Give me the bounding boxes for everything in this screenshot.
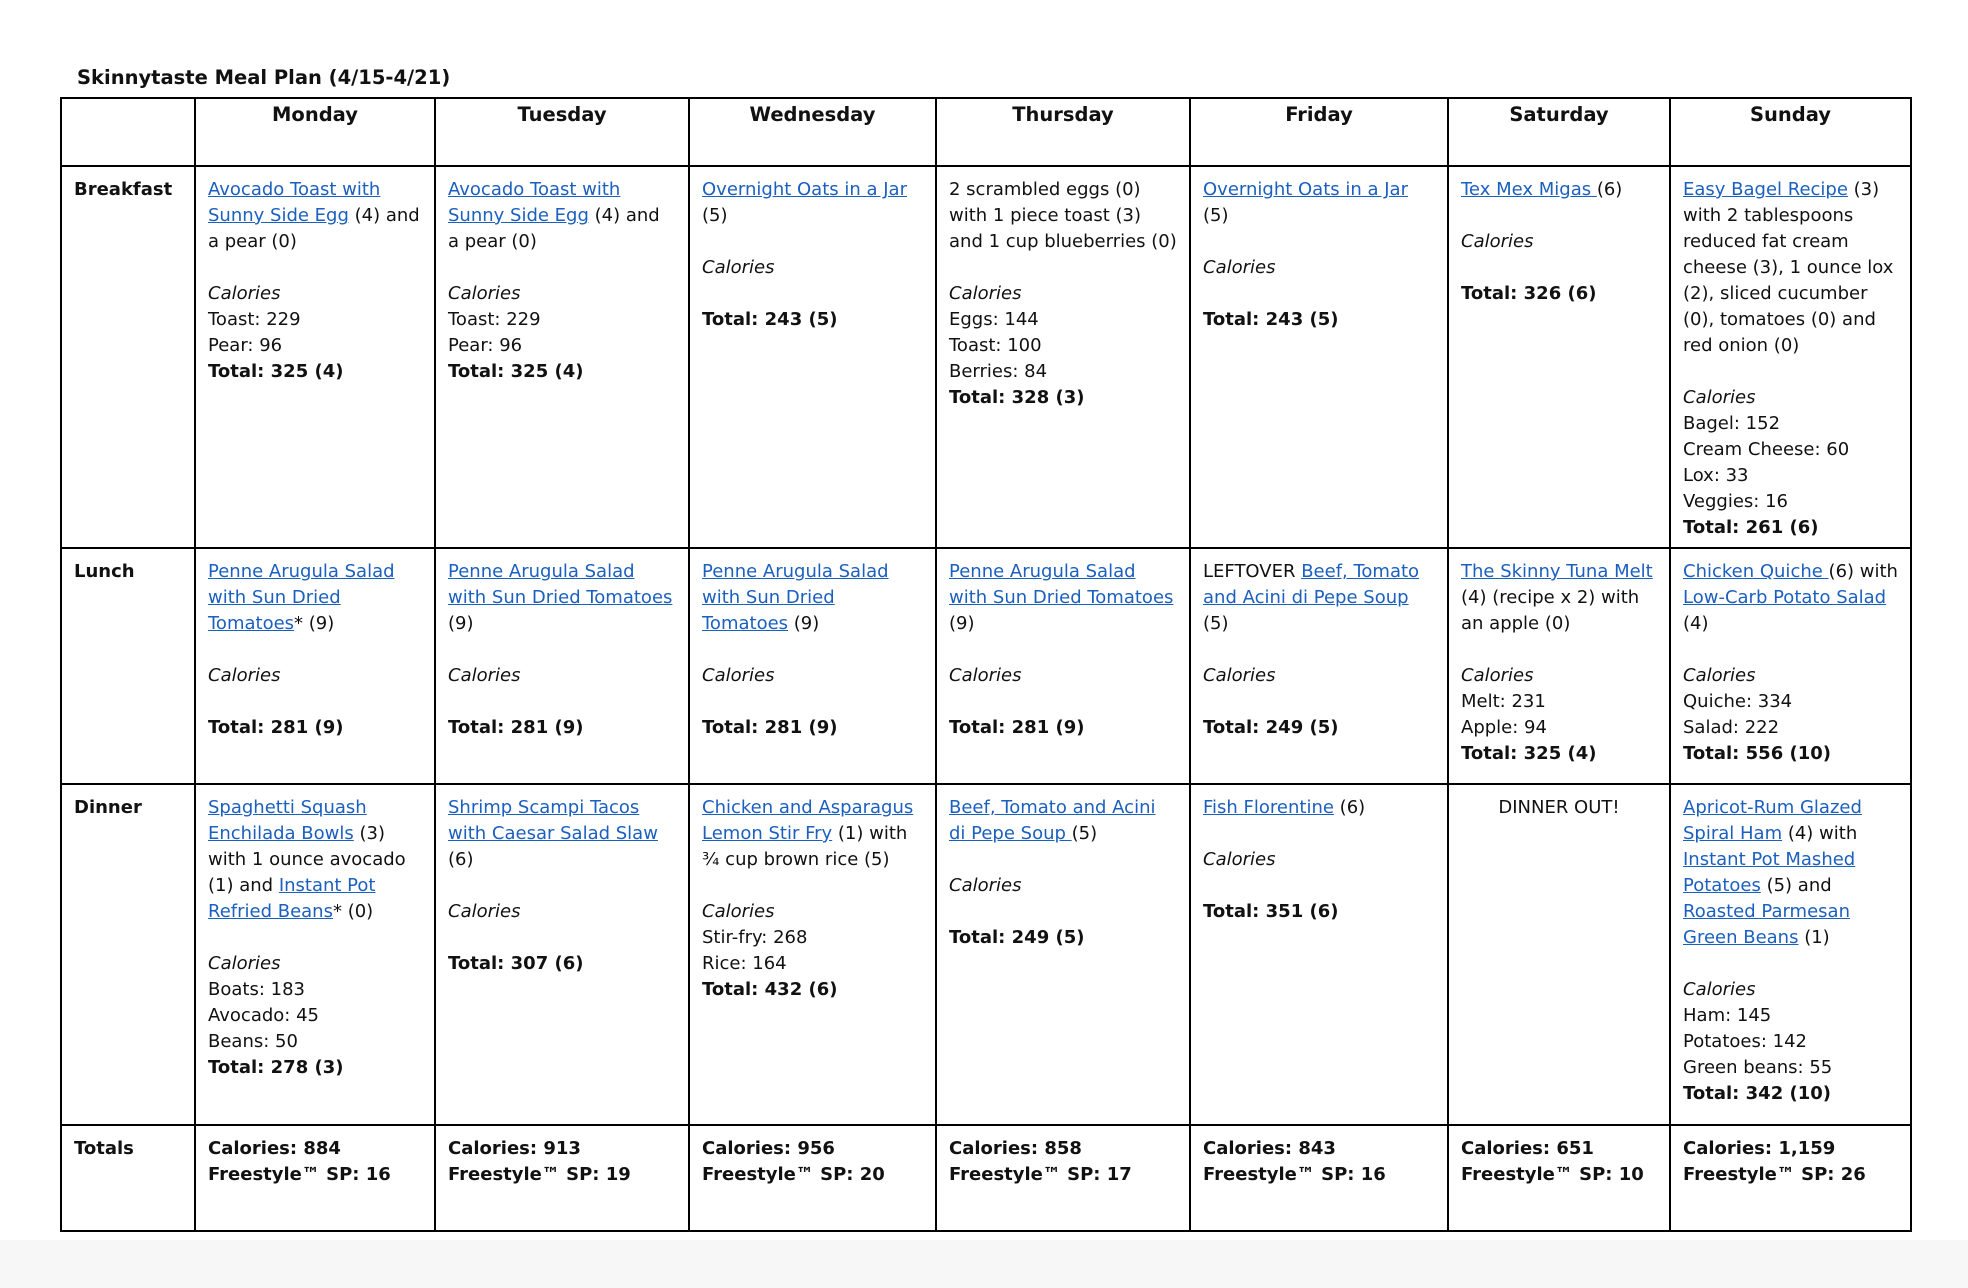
dinner-monday-cell	[195, 784, 435, 1125]
calorie-line: Toast: 100	[949, 335, 1042, 356]
meal-total: Total: 281 (9)	[448, 717, 584, 738]
bottom-strip	[0, 1240, 1968, 1288]
meal-description: (5)	[1203, 613, 1229, 634]
daily-smartpoints: Freestyle™ SP: 10	[1461, 1164, 1644, 1185]
day-header-sunday: Sunday	[1670, 98, 1911, 166]
daily-calories: Calories: 1,159	[1683, 1138, 1836, 1159]
recipe-link[interactable]: Penne Arugula Salad with Sun Dried Tomatoes	[702, 561, 889, 634]
lunch-tuesday-cell	[435, 548, 689, 784]
calorie-line: Boats: 183	[208, 979, 305, 1000]
calories-label: Calories	[949, 875, 1022, 896]
calories-label: Calories	[702, 257, 775, 278]
meal-description: (5)	[1071, 823, 1098, 844]
leftover-prefix: LEFTOVER	[1203, 561, 1302, 582]
recipe-link[interactable]: Overnight Oats in a Jar	[1203, 179, 1408, 200]
meal-description: 2 scrambled eggs (0) with 1 piece toast (3) and 1 cup blueberries (0)	[949, 179, 1177, 252]
calories-label: Calories	[1683, 979, 1756, 1000]
dinner-saturday-cell	[1448, 784, 1670, 1125]
recipe-link[interactable]: Beef, Tomato and Acini di Pepe Soup	[949, 797, 1156, 844]
meal-description: (9)	[788, 613, 820, 634]
recipe-link[interactable]: The Skinny Tuna Melt	[1461, 561, 1653, 582]
calories-label: Calories	[949, 665, 1022, 686]
recipe-link[interactable]: Instant Pot Mashed Potatoes	[1683, 849, 1856, 896]
day-header-saturday: Saturday	[1448, 98, 1670, 166]
meal-total: Total: 325 (4)	[1461, 743, 1597, 764]
totals-thursday-cell	[936, 1125, 1190, 1231]
recipe-link[interactable]: Overnight Oats in a Jar	[702, 179, 907, 200]
calorie-line: Cream Cheese: 60	[1683, 439, 1850, 460]
meal-total: Total: 281 (9)	[702, 717, 838, 738]
calories-label: Calories	[949, 283, 1022, 304]
meal-plan-table	[60, 97, 1912, 1232]
breakfast-monday-cell	[195, 166, 435, 548]
meal-description: (3) with 1 ounce avocado (1) and	[208, 823, 406, 896]
meal-description: (5)	[1203, 205, 1229, 226]
meal-description: (1) with ¾ cup brown rice (5)	[702, 823, 908, 870]
recipe-link[interactable]: Chicken and Asparagus Lemon Stir Fry	[702, 797, 914, 844]
daily-smartpoints: Freestyle™ SP: 16	[1203, 1164, 1386, 1185]
meal-description: (6) with	[1828, 561, 1898, 582]
totals-wednesday-cell	[689, 1125, 936, 1231]
day-header-friday: Friday	[1190, 98, 1448, 166]
lunch-friday-cell	[1190, 548, 1448, 784]
calorie-line: Salad: 222	[1683, 717, 1780, 738]
meal-total: Total: 249 (5)	[949, 927, 1085, 948]
meal-description: (9)	[448, 613, 474, 634]
meal-description: (6)	[1333, 797, 1366, 818]
meal-total: Total: 281 (9)	[949, 717, 1085, 738]
calorie-line: Lox: 33	[1683, 465, 1749, 486]
calories-label: Calories	[1203, 665, 1276, 686]
calories-label: Calories	[1683, 665, 1756, 686]
day-header-monday: Monday	[195, 98, 435, 166]
calories-label: Calories	[1461, 665, 1534, 686]
lunch-thursday-cell	[936, 548, 1190, 784]
calorie-line: Pear: 96	[448, 335, 523, 356]
calorie-line: Green beans: 55	[1683, 1057, 1833, 1078]
totals-monday-cell	[195, 1125, 435, 1231]
calorie-line: Melt: 231	[1461, 691, 1546, 712]
day-header-thursday: Thursday	[936, 98, 1190, 166]
meal-description: (5) and	[1760, 875, 1832, 896]
meal-total: Total: 326 (6)	[1461, 283, 1597, 304]
recipe-link[interactable]: Fish Florentine	[1203, 797, 1334, 818]
recipe-link[interactable]: Easy Bagel Recipe	[1683, 179, 1848, 200]
meal-description: (4) and a pear (0)	[208, 205, 420, 252]
dinner-tuesday-cell	[435, 784, 689, 1125]
meal-description: (6)	[1596, 179, 1623, 200]
meal-total: Total: 328 (3)	[949, 387, 1085, 408]
calorie-line: Potatoes: 142	[1683, 1031, 1807, 1052]
row-label-totals: Totals	[61, 1125, 195, 1231]
meal-description: (4) with	[1782, 823, 1858, 844]
calories-label: Calories	[208, 283, 281, 304]
recipe-link[interactable]: Penne Arugula Salad with Sun Dried Tomatoes	[949, 561, 1174, 608]
breakfast-saturday-cell	[1448, 166, 1670, 548]
calories-label: Calories	[208, 665, 281, 686]
meal-total: Total: 261 (6)	[1683, 517, 1819, 538]
recipe-link[interactable]: Low-Carb Potato Salad	[1683, 587, 1887, 608]
calories-label: Calories	[702, 665, 775, 686]
daily-calories: Calories: 843	[1203, 1138, 1336, 1159]
meal-description: * (9)	[294, 613, 335, 634]
calorie-line: Ham: 145	[1683, 1005, 1772, 1026]
meal-description: (9)	[949, 613, 975, 634]
breakfast-thursday-cell	[936, 166, 1190, 548]
daily-smartpoints: Freestyle™ SP: 17	[949, 1164, 1132, 1185]
row-label-dinner: Dinner	[61, 784, 195, 1125]
dinner-sunday-cell	[1670, 784, 1911, 1125]
lunch-saturday-cell	[1448, 548, 1670, 784]
meal-total: Total: 432 (6)	[702, 979, 838, 1000]
recipe-link[interactable]: Apricot-Rum Glazed Spiral Ham	[1683, 797, 1862, 844]
breakfast-tuesday-cell	[435, 166, 689, 548]
meal-total: Total: 243 (5)	[702, 309, 838, 330]
meal-total: Total: 351 (6)	[1203, 901, 1339, 922]
meal-total: Total: 249 (5)	[1203, 717, 1339, 738]
recipe-link[interactable]: Roasted Parmesan Green Beans	[1683, 901, 1850, 948]
totals-tuesday-cell	[435, 1125, 689, 1231]
recipe-link[interactable]: Shrimp Scampi Tacos with Caesar Salad Slaw	[448, 797, 658, 844]
recipe-link[interactable]: Chicken Quiche	[1683, 561, 1829, 582]
calories-label: Calories	[702, 901, 775, 922]
calories-label: Calories	[1683, 387, 1756, 408]
calorie-line: Stir-fry: 268	[702, 927, 808, 948]
meal-description: * (0)	[332, 901, 374, 922]
totals-friday-cell	[1190, 1125, 1448, 1231]
calorie-line: Apple: 94	[1461, 717, 1547, 738]
daily-calories: Calories: 884	[208, 1138, 341, 1159]
calorie-line: Toast: 229	[208, 309, 301, 330]
dinner-out-text: DINNER OUT!	[1498, 797, 1620, 818]
totals-row	[61, 1125, 1911, 1231]
calories-label: Calories	[448, 901, 521, 922]
corner-cell	[61, 98, 195, 166]
recipe-link[interactable]: Avocado Toast with Sunny Side Egg	[208, 179, 381, 226]
meal-total: Total: 325 (4)	[208, 361, 344, 382]
recipe-link[interactable]: Instant Pot Refried Beans	[208, 875, 376, 922]
daily-calories: Calories: 913	[448, 1138, 581, 1159]
daily-smartpoints: Freestyle™ SP: 26	[1683, 1164, 1866, 1185]
meal-description: (4) (recipe x 2) with an apple (0)	[1461, 587, 1640, 634]
daily-calories: Calories: 858	[949, 1138, 1082, 1159]
page-title: Skinnytaste Meal Plan (4/15-4/21)	[77, 66, 451, 89]
calorie-line: Veggies: 16	[1683, 491, 1788, 512]
dinner-wednesday-cell	[689, 784, 936, 1125]
day-header-tuesday: Tuesday	[435, 98, 689, 166]
recipe-link[interactable]: Spaghetti Squash Enchilada Bowls	[208, 797, 367, 844]
daily-calories: Calories: 651	[1461, 1138, 1594, 1159]
meal-description: (4) and a pear (0)	[448, 205, 660, 252]
recipe-link[interactable]: Tex Mex Migas	[1461, 179, 1597, 200]
meal-description: (1)	[1798, 927, 1830, 948]
calorie-line: Beans: 50	[208, 1031, 298, 1052]
totals-saturday-cell	[1448, 1125, 1670, 1231]
lunch-wednesday-cell	[689, 548, 936, 784]
meal-total: Total: 278 (3)	[208, 1057, 344, 1078]
meal-total: Total: 556 (10)	[1683, 743, 1831, 764]
calories-label: Calories	[1203, 257, 1276, 278]
meal-total: Total: 307 (6)	[448, 953, 584, 974]
calories-label: Calories	[448, 665, 521, 686]
dinner-row	[61, 784, 1911, 1125]
row-label-breakfast: Breakfast	[61, 166, 195, 548]
calorie-line: Bagel: 152	[1683, 413, 1781, 434]
dinner-thursday-cell	[936, 784, 1190, 1125]
meal-total: Total: 281 (9)	[208, 717, 344, 738]
breakfast-wednesday-cell	[689, 166, 936, 548]
daily-smartpoints: Freestyle™ SP: 16	[208, 1164, 391, 1185]
daily-calories: Calories: 956	[702, 1138, 835, 1159]
lunch-sunday-cell	[1670, 548, 1911, 784]
calories-label: Calories	[1461, 231, 1534, 252]
calorie-line: Berries: 84	[949, 361, 1048, 382]
totals-sunday-cell	[1670, 1125, 1911, 1231]
meal-total: Total: 325 (4)	[448, 361, 584, 382]
lunch-monday-cell	[195, 548, 435, 784]
meal-total: Total: 342 (10)	[1683, 1083, 1831, 1104]
lunch-row	[61, 548, 1911, 784]
meal-total: Total: 243 (5)	[1203, 309, 1339, 330]
recipe-link[interactable]: Beef, Tomato and Acini di Pepe Soup	[1203, 561, 1420, 608]
daily-smartpoints: Freestyle™ SP: 20	[702, 1164, 885, 1185]
calorie-line: Quiche: 334	[1683, 691, 1793, 712]
breakfast-friday-cell	[1190, 166, 1448, 548]
dinner-friday-cell	[1190, 784, 1448, 1125]
meal-description: (4)	[1683, 613, 1709, 634]
day-header-wednesday: Wednesday	[689, 98, 936, 166]
recipe-link[interactable]: Avocado Toast with Sunny Side Egg	[448, 179, 621, 226]
calories-label: Calories	[448, 283, 521, 304]
calorie-line: Rice: 164	[702, 953, 787, 974]
calorie-line: Pear: 96	[208, 335, 283, 356]
breakfast-row	[61, 166, 1911, 548]
daily-smartpoints: Freestyle™ SP: 19	[448, 1164, 631, 1185]
breakfast-sunday-cell	[1670, 166, 1911, 548]
calorie-line: Eggs: 144	[949, 309, 1039, 330]
calorie-line: Avocado: 45	[208, 1005, 319, 1026]
recipe-link[interactable]: Penne Arugula Salad with Sun Dried Tomatoes	[208, 561, 395, 634]
meal-description: (6)	[448, 849, 474, 870]
meal-description: (5)	[702, 205, 728, 226]
calories-label: Calories	[208, 953, 281, 974]
header-row	[61, 98, 1911, 166]
recipe-link[interactable]: Penne Arugula Salad with Sun Dried Tomatoes	[448, 561, 673, 608]
meal-description: (3) with 2 tablespoons reduced fat cream cheese (3), 1 ounce lox (2), sliced cucumber (0), tomatoes (0) and red onion (0)	[1683, 179, 1894, 356]
calorie-line: Toast: 229	[448, 309, 541, 330]
calories-label: Calories	[1203, 849, 1276, 870]
row-label-lunch: Lunch	[61, 548, 195, 784]
